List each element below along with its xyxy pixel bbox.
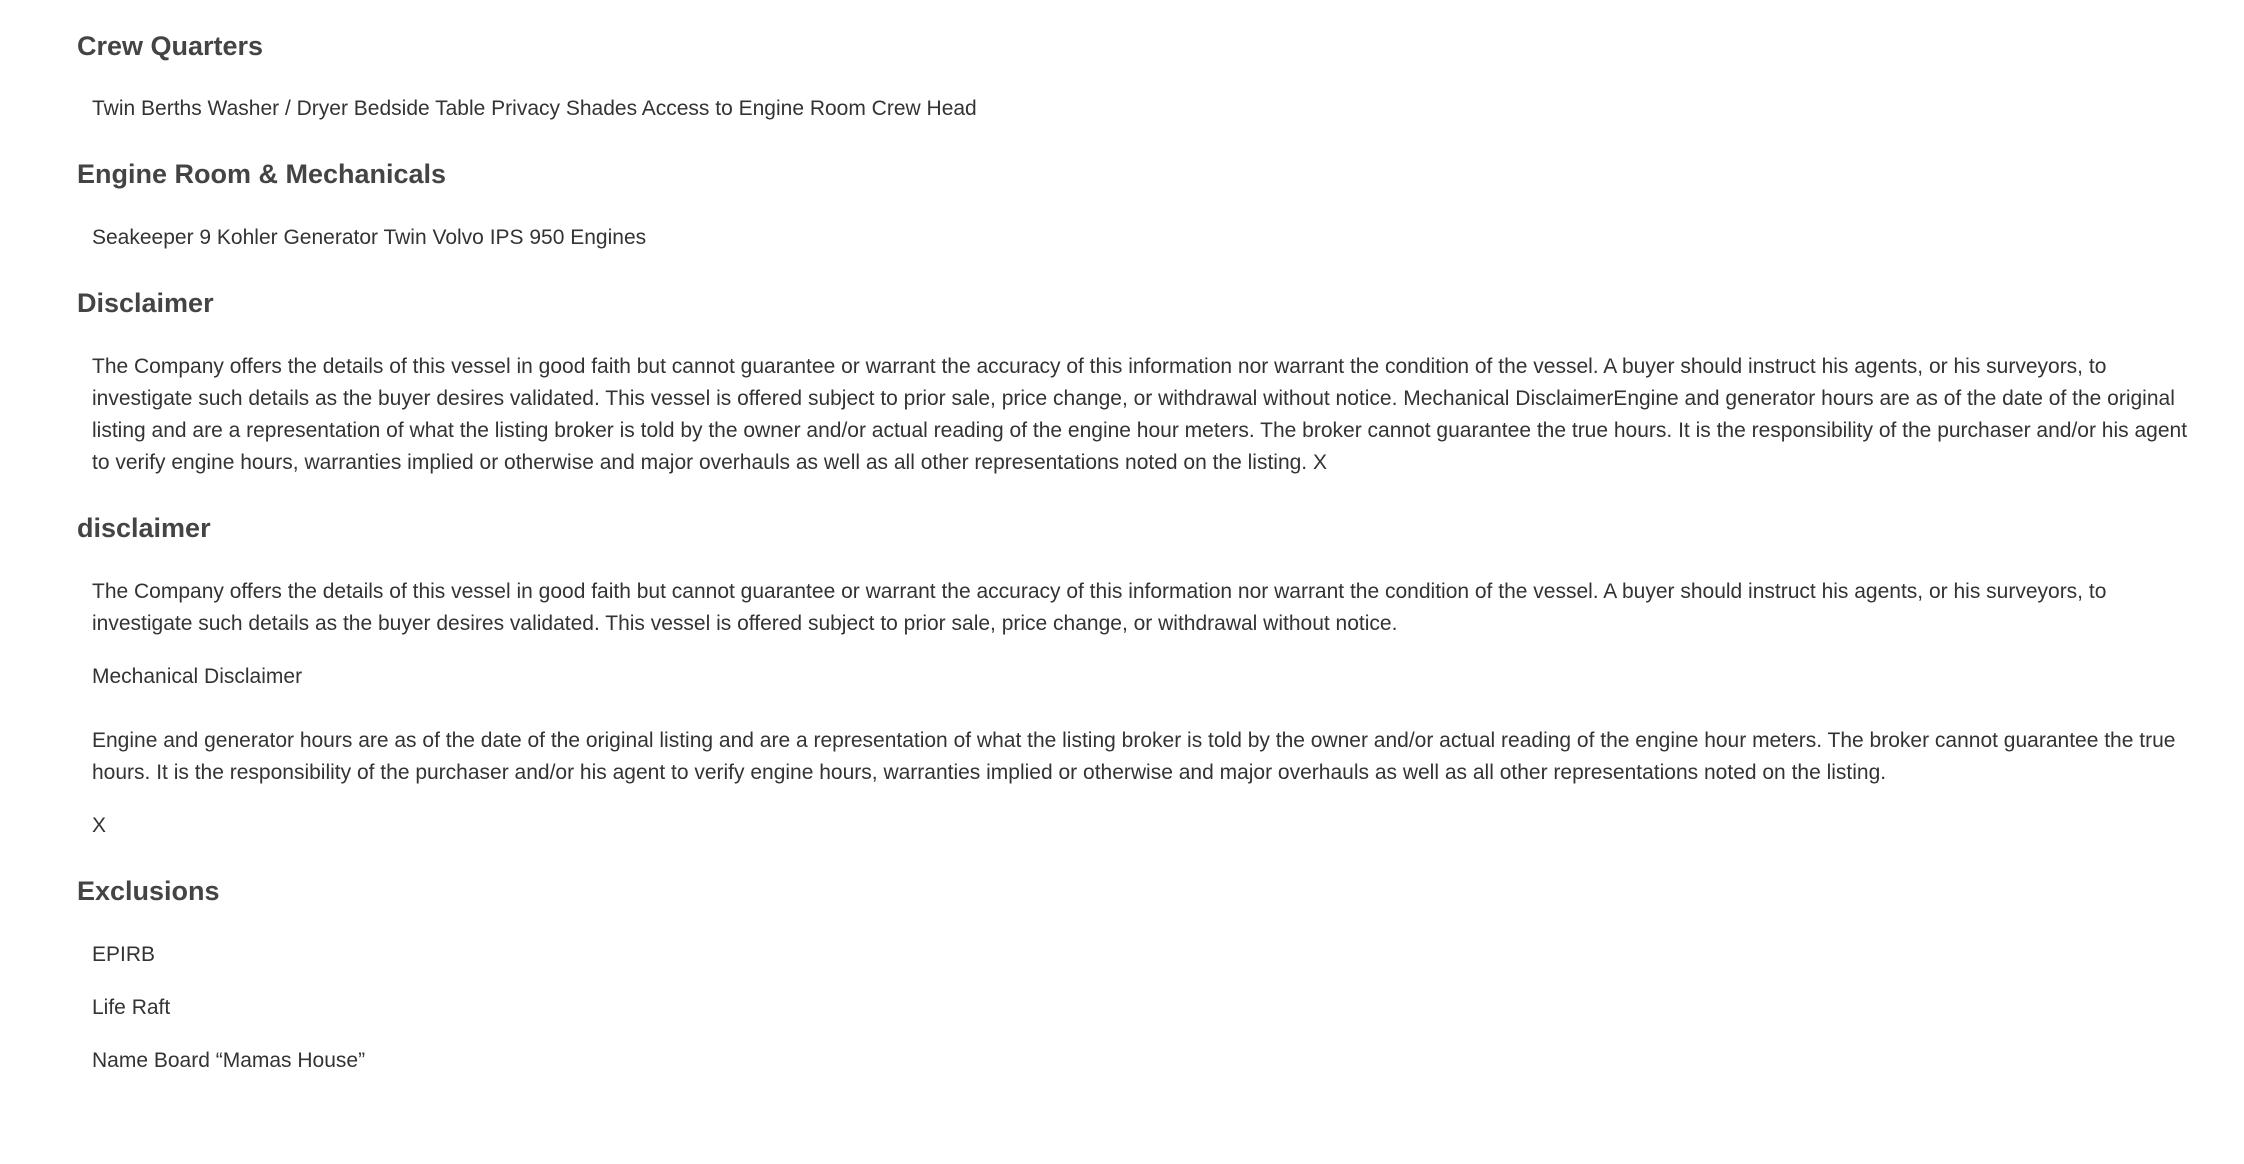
disclaimer-paragraph-3: Engine and generator hours are as of the date of the original listing and are a representation of what the listing broker is told by the owner and/or actual reading of the engine hour meters. The broker cannot guarantee the true hours. It is the responsibility of the purchaser and/or his agent to verify engine hours, warranties implied or otherwise and major overhauls as well as all other representations noted on the listing. bbox=[92, 729, 2176, 784]
section-crew-quarters bbox=[77, 0, 2197, 125]
heading-exclusions: Exclusions bbox=[77, 876, 220, 906]
crew-quarters-text: Twin Berths Washer / Dryer Bedside Table Privacy Shades Access to Engine Room Crew Head bbox=[92, 97, 977, 120]
exclusion-item-epirb: EPIRB bbox=[92, 943, 156, 966]
engine-room-text: Seakeeper 9 Kohler Generator Twin Volvo IPS 950 Engines bbox=[92, 226, 647, 249]
disclaimer-paragraph-4: X bbox=[92, 814, 107, 837]
exclusion-item-life-raft: Life Raft bbox=[92, 996, 171, 1019]
exclusion-item-name-board: Name Board “Mamas House” bbox=[92, 1049, 366, 1072]
heading-crew-quarters: Crew Quarters bbox=[77, 31, 264, 61]
section-disclaimer bbox=[77, 287, 2197, 479]
heading-engine-room: Engine Room & Mechanicals bbox=[77, 159, 447, 189]
mechanical-disclaimer-label: Mechanical Disclaimer bbox=[92, 665, 303, 688]
heading-disclaimer: Disclaimer bbox=[77, 288, 214, 318]
section-disclaimer-lower bbox=[77, 512, 2197, 842]
section-engine-room bbox=[77, 158, 2197, 254]
disclaimer-text: The Company offers the details of this vessel in good faith but cannot guarantee or warrant the accuracy of this information nor warrant the condition of the vessel. A buyer should instruct his agents, or his surveyors, to investigate such details as the buyer desires validated. This vessel is offered subject to prior sale, price change, or withdrawal without notice. Mechanical DisclaimerEngine and generator hours are as of the date of the original listing and are a representation of what the listing broker is told by the owner and/or actual reading of the engine hour meters. The broker cannot guarantee the true hours. It is the responsibility of the purchaser and/or his agent to verify engine hours, warranties implied or otherwise and major overhauls as well as all other representations noted on the listing. X bbox=[92, 355, 2188, 474]
section-exclusions bbox=[77, 875, 2197, 1077]
heading-disclaimer-lower: disclaimer bbox=[77, 513, 211, 543]
disclaimer-paragraph-1: The Company offers the details of this vessel in good faith but cannot guarantee or warrant the accuracy of this information nor warrant the condition of the vessel. A buyer should instruct his agents, or his surveyors, to investigate such details as the buyer desires validated. This vessel is offered subject to prior sale, price change, or withdrawal without notice. bbox=[92, 580, 2107, 635]
